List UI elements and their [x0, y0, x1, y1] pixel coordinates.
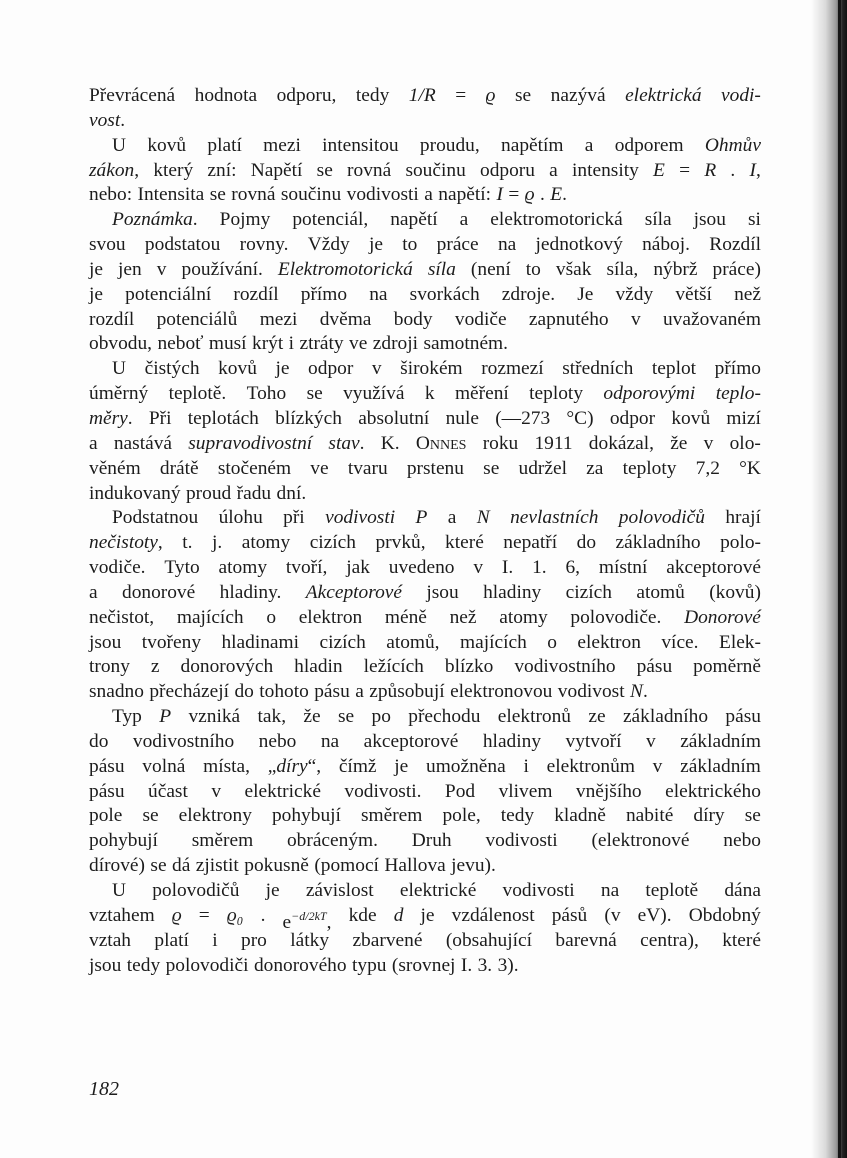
page-number: 182 — [89, 1078, 119, 1100]
text-line: pásu volná místa, „díry“, čímž je umožněna i elektronům v základním — [89, 755, 761, 777]
paragraph-p7 — [89, 879, 761, 978]
text-line: zákon, který zní: Napětí se rovná součinu odporu a intensity E = R . I, — [89, 159, 761, 181]
text-line: Poznámka. Pojmy potenciál, napětí a elektromotorická síla jsou si — [112, 209, 761, 231]
book-gutter-shadow — [811, 0, 847, 1158]
text-line: U polovodičů je závislost elektrické vodivosti na teplotě dána — [112, 880, 761, 901]
text-line: vost. — [89, 109, 126, 131]
text-line: pásu účast v elektrické vodivosti. Pod vlivem vnějšího elektrického — [89, 780, 761, 802]
text-line: měry. Při teplotách blízkých absolutní nule (—273 °C) odpor kovů mizí — [89, 407, 761, 429]
text-line: jsou tedy polovodiči donorového typu (srovnej I. 3. 3). — [89, 954, 519, 976]
text-line: úměrný teplotě. Toho se využívá k měření teploty odporovými teplo- — [89, 383, 761, 405]
text-line: jsou tvořeny hladinami cizích atomů, majících o elektron více. Elek- — [89, 631, 761, 653]
text-line: pohybují směrem obráceným. Druh vodivosti (elektronové nebo — [89, 830, 761, 852]
paragraph-p6 — [89, 705, 761, 879]
text-line: a nastává supravodivostní stav. K. Onnes roku 1911 dokázal, že v olo- — [89, 432, 761, 454]
body-text — [89, 84, 761, 978]
text-line: nečistot, majících o elektron méně než atomy polovodiče. Donorové — [89, 606, 761, 628]
text-line: Převrácená hodnota odporu, tedy 1/R = ϱ se nazývá elektrická vodi- — [89, 85, 761, 106]
text-line: obvodu, neboť musí krýt i ztráty ve zdroji samotném. — [89, 333, 508, 355]
text-line: pole se elektrony pohybují směrem pole, tedy kladně nabité díry se — [89, 805, 761, 827]
text-line: do vodivostního nebo na akceptorové hladiny vytvoří v základním — [89, 730, 761, 752]
text-line: snadno přecházejí do tohoto pásu a způsobují elektronovou vodivost N. — [89, 681, 648, 703]
text-line: a donorové hladiny. Akceptorové jsou hladiny cizích atomů (kovů) — [89, 581, 761, 603]
text-line: vztah platí i pro látky zbarvené (obsahující barevná centra), které — [89, 929, 761, 951]
text-line: je potenciální rozdíl přímo na svorkách zdroje. Je vždy větší než — [89, 283, 761, 305]
text-line: nebo: Intensita se rovná součinu vodivosti a napětí: I = ϱ . E. — [89, 184, 567, 206]
text-line: U kovů platí mezi intensitou proudu, napětím a odporem Ohmův — [112, 134, 761, 156]
text-line: rozdíl potenciálů mezi dvěma body vodiče zapnutého v uvažovaném — [89, 308, 761, 330]
text-line: věném drátě stočeném ve tvaru prstenu se udržel za teploty 7,2 °K — [89, 457, 761, 479]
paragraph-p1 — [89, 84, 761, 134]
text-line: vodiče. Tyto atomy tvoří, jak uvedeno v I. 1. 6, místní akceptorové — [89, 557, 761, 579]
text-line: Podstatnou úlohu při vodivosti P a N nevlastních polovodičů hrají — [112, 507, 761, 529]
paragraph-p5 — [89, 506, 761, 705]
book-binding-edge — [838, 0, 841, 1158]
text-line: je jen v používání. Elektromotorická síla (není to však síla, nýbrž práce) — [89, 258, 761, 280]
paragraph-p2 — [89, 134, 761, 209]
text-line: Typ P vzniká tak, že se po přechodu elektronů ze základního pásu — [112, 706, 761, 728]
text-line: dírové) se dá zjistit pokusně (pomocí Hallova jevu). — [89, 855, 496, 877]
text-line: nečistoty, t. j. atomy cizích prvků, které nepatří do základního polo- — [89, 532, 761, 554]
text-line: indukovaný proud řadu dní. — [89, 482, 307, 504]
text-line: trony z donorových hladin ležících blízko vodivostního pásu poměrně — [89, 656, 761, 678]
text-line: svou podstatou rovny. Vždy je to práce na jednotkový náboj. Rozdíl — [89, 234, 761, 256]
text-line: U čistých kovů je odpor v širokém rozmezí středních teplot přímo — [112, 358, 761, 380]
paragraph-p3 — [89, 208, 761, 357]
text-line: vztahem ϱ = ϱ₀ . $e^{-d/2kT}$, kde d je vzdálenost pásů (v eV). Obdobný — [89, 904, 761, 933]
paragraph-p4 — [89, 357, 761, 506]
